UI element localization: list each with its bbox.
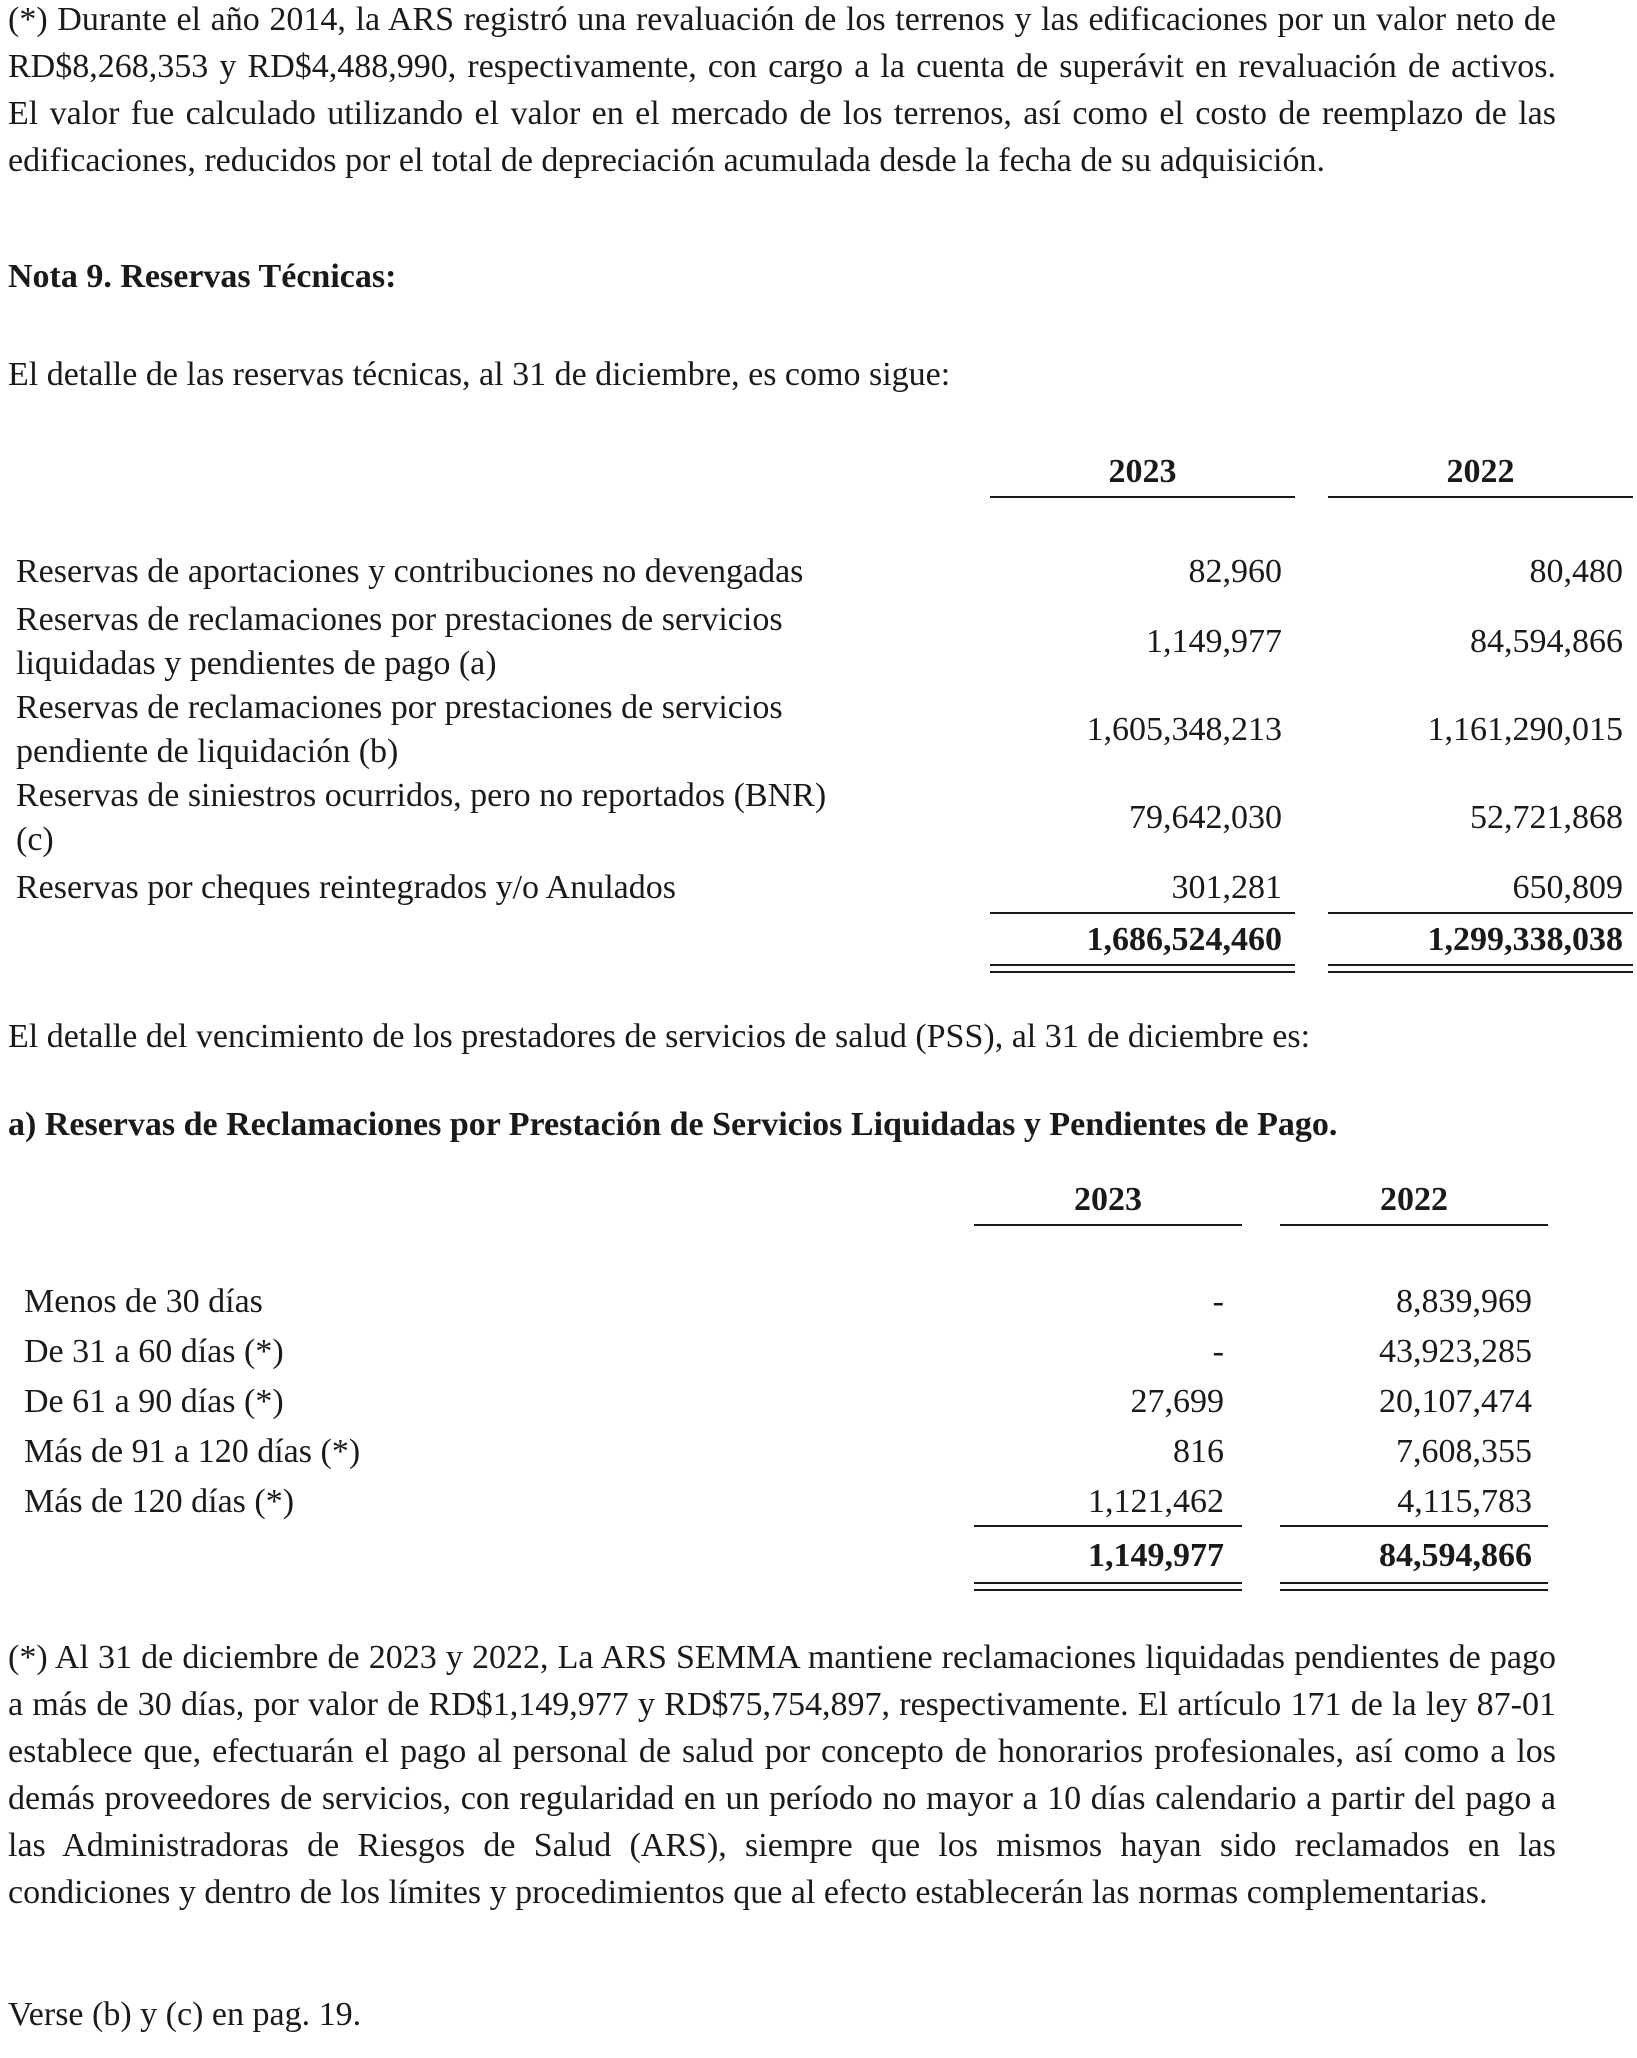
table-row-label: De 61 a 90 días (*): [24, 1383, 284, 1420]
footnote-paragraph: (*) Al 31 de diciembre de 2023 y 2022, La ARS SEMMA mantiene reclamaciones liquidadas pendientes de pago a más de 30 días, por valor de RD$1,149,977 y RD$75,754,897, respectivamente. El artículo 171 de la ley 87-01 establece que, efectuarán el pago al personal de salud por concepto de honorarios profesionales, así como a los demás proveedores de servicios, con regularidad en un período no mayor a 10 días calendario a partir del pago a las Administradoras de Riesgos de Salud (ARS), siempre que los mismos hayan sido reclamados en las condiciones y dentro de los límites y procedimientos que al efecto establecerán las normas complementarias.: [8, 1639, 1556, 1911]
table-cell-2022: 52,721,868: [1470, 799, 1623, 836]
table-cell-2023: -: [1212, 1333, 1224, 1370]
nota-9-intro: El detalle de las reservas técnicas, al 31 de diciembre, es como sigue:: [8, 356, 951, 393]
revaluation-note: (*) Durante el año 2014, la ARS registró una revaluación de los terrenos y las edificaciones por un valor neto de RD$8,268,353 y RD$4,488,990, respectivamente, con cargo a la cuenta de superávit en revaluación de activos. El valor fue calculado utilizando el valor en el mercado de los terrenos, así como el costo de reemplazo de las edificaciones, reducidos por el total de depreciación acumulada desde la fecha de su adquisición.: [8, 1, 1556, 179]
table-cell-2023: 816: [1173, 1433, 1224, 1470]
table-cell-2022: 1,161,290,015: [1427, 711, 1623, 748]
col-header-2023: 2023: [990, 452, 1295, 498]
table-row-label-cont: (c): [16, 821, 54, 858]
table-cell-2022: 4,115,783: [1397, 1483, 1532, 1520]
subtotal-rule: [990, 912, 1295, 914]
table-cell-2022: 8,839,969: [1396, 1283, 1532, 1320]
nota-9-heading: Nota 9. Reservas Técnicas:: [8, 258, 397, 295]
subtotal-rule: [1328, 912, 1633, 914]
total-2023: 1,149,977: [1088, 1537, 1224, 1574]
total-2022: 1,299,338,038: [1427, 921, 1623, 958]
pss-intro: El detalle del vencimiento de los prestadores de servicios de salud (PSS), al 31 de diciembre es:: [8, 1018, 1311, 1055]
table-row-label: De 31 a 60 días (*): [24, 1333, 284, 1370]
table-cell-2023: 301,281: [1171, 869, 1282, 906]
table-cell-2022: 80,480: [1529, 553, 1623, 590]
table-cell-2023: 1,121,462: [1088, 1483, 1224, 1520]
table-cell-2023: -: [1212, 1283, 1224, 1320]
table-row-label: Menos de 30 días: [24, 1283, 263, 1320]
col-header-2023: 2023: [974, 1180, 1242, 1226]
table-cell-2022: 650,809: [1512, 869, 1623, 906]
table-row-label: Más de 91 a 120 días (*): [24, 1433, 361, 1470]
table-cell-2023: 82,960: [1188, 553, 1282, 590]
table-cell-2022: 43,923,285: [1379, 1333, 1532, 1370]
table-cell-2023: 1,149,977: [1146, 623, 1282, 660]
total-double-rule: [990, 964, 1295, 973]
table-row-label: Reservas de aportaciones y contribuciones no devengadas: [16, 553, 804, 590]
table-row-label: Reservas por cheques reintegrados y/o Anulados: [16, 869, 676, 906]
table-cell-2023: 79,642,030: [1129, 799, 1282, 836]
table-cell-2022: 84,594,866: [1470, 623, 1623, 660]
total-double-rule: [1280, 1582, 1548, 1591]
table-row-label-cont: liquidadas y pendientes de pago (a): [16, 645, 497, 682]
table-row-label-cont: pendiente de liquidación (b): [16, 733, 399, 770]
section-a-heading: a) Reservas de Reclamaciones por Prestación de Servicios Liquidadas y Pendientes de Pago.: [8, 1106, 1338, 1143]
table-cell-2023: 1,605,348,213: [1086, 711, 1282, 748]
col-header-2022: 2022: [1280, 1180, 1548, 1226]
total-2022: 84,594,866: [1379, 1537, 1532, 1574]
subtotal-rule: [1280, 1525, 1548, 1527]
table-cell-2022: 20,107,474: [1379, 1383, 1532, 1420]
subtotal-rule: [974, 1525, 1242, 1527]
table-row-label: Reservas de reclamaciones por prestaciones de servicios: [16, 689, 783, 726]
page-reference: Verse (b) y (c) en pag. 19.: [8, 1996, 362, 2033]
total-double-rule: [974, 1582, 1242, 1591]
table-row-label: Más de 120 días (*): [24, 1483, 295, 1520]
total-double-rule: [1328, 964, 1633, 973]
table-cell-2022: 7,608,355: [1396, 1433, 1532, 1470]
col-header-2022: 2022: [1328, 452, 1633, 498]
total-2023: 1,686,524,460: [1086, 921, 1282, 958]
table-row-label: Reservas de siniestros ocurridos, pero no reportados (BNR): [16, 777, 827, 814]
table-cell-2023: 27,699: [1130, 1383, 1224, 1420]
table-row-label: Reservas de reclamaciones por prestaciones de servicios: [16, 601, 783, 638]
